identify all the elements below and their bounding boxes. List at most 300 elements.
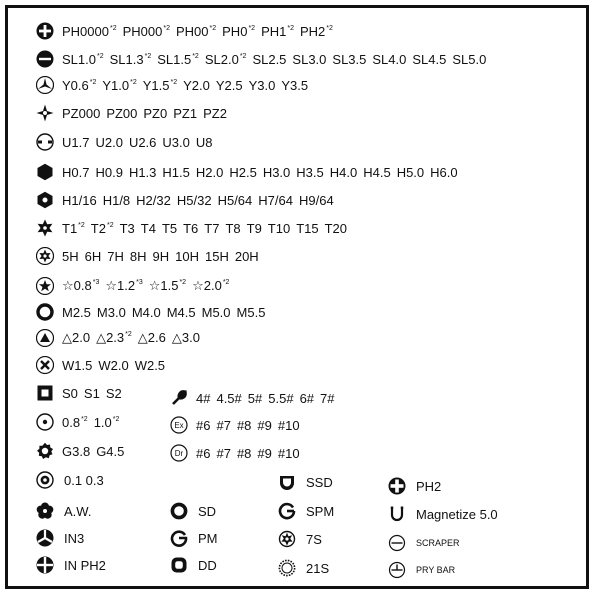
bit-size-label [263,165,290,180]
svg-text:Dr: Dr [174,449,184,458]
bit-size-text: U2.0 [95,134,123,150]
bit-size-text: M2.5 [62,304,91,320]
bit-cell [278,527,322,551]
bit-row [62,47,492,71]
bit-size-text: S0 [62,385,78,401]
bit-size-label [225,221,240,236]
bit-size-text: W2.5 [134,357,166,373]
bit-size-label [196,135,213,150]
cross-circle-icon [36,356,54,374]
bit-size-text: H1.5 [162,164,190,180]
bit-size-text: ☆2.0 [192,278,222,293]
bit-size-label [183,78,210,93]
bit-size-label [62,193,97,208]
bit-size-text: H4.5 [363,164,391,180]
g-arrow-icon [170,529,188,547]
pentalobe-icon [36,277,54,295]
bit-size-text: T6 [183,220,199,236]
bit-size-label [235,249,259,264]
bit-size-label [205,52,247,67]
bit-size-label [62,249,79,264]
bit-size-label [94,415,120,430]
bit-size-text: H1/16 [62,192,97,208]
pozidriv-icon [36,104,54,122]
quantity-note: *2 [163,24,170,32]
bit-size-label [300,391,314,406]
bit-cell-label: 21S [306,560,330,576]
hex-icon [36,163,54,181]
bit-size-text: #10 [277,445,300,461]
bit-size-label [196,165,223,180]
bit-cell-label: SCRAPER [416,538,460,548]
bit-size-label [205,249,229,264]
bit-size-label [268,221,290,236]
bit-size-text: #6 [196,445,211,461]
bit-size-text: SL2.5 [252,51,287,67]
bit-size-label [62,221,85,236]
bit-size-label [62,165,89,180]
quantity-note: *2 [287,24,294,32]
bit-size-text: H4.0 [329,164,358,180]
bit-row [62,188,340,212]
bit-size-label [202,305,231,320]
bit-size-text: Y3.5 [281,77,309,93]
bit-cell-label: SPM [306,503,335,519]
bit-size-text: 8H [129,248,147,264]
bit-size-label [261,24,294,39]
quantity-note: *2 [192,52,199,60]
bit-size-label [229,165,256,180]
bit-size-text: H7/64 [258,192,293,208]
bit-size-label [129,135,156,150]
bit-size-label [130,249,147,264]
bit-size-label [167,305,196,320]
bit-size-label [177,193,212,208]
flower-icon [36,502,54,520]
bit-size-text: T7 [204,220,220,236]
bit-size-text: △2.0 [62,330,91,345]
bit-cell [388,558,455,582]
bit-size-label [216,418,230,433]
bit-size-label [143,106,167,121]
bit-size-label [162,165,189,180]
bit-cell [388,474,441,498]
bit-cell-label: Magnetize 5.0 [416,506,498,522]
bit-size-text: PZ000 [62,105,101,121]
bit-size-label [172,330,200,346]
bit-size-text: T3 [119,220,135,236]
three-blade-icon [36,529,54,547]
bit-size-text: U1.7 [62,134,90,150]
slotted-icon [36,50,54,68]
bit-size-label [278,418,300,433]
bit-row [62,274,235,298]
bit-size-text: H0.9 [95,164,123,180]
bit-size-label [258,193,293,208]
bit-size-label [320,391,334,406]
bit-cell-label: 0.1 0.3 [64,472,104,488]
quantity-note: *2 [89,78,97,86]
bit-size-label [252,52,286,67]
quantity-note: *2 [112,415,120,423]
bit-size-text: H3.0 [262,164,291,180]
bit-size-label [62,78,96,93]
bit-cell [278,556,329,580]
bit-size-label [95,135,122,150]
bit-size-text: #8 [236,445,252,461]
bit-size-text: Y2.5 [215,77,243,93]
bit-size-label [216,78,243,93]
bit-size-label [153,249,170,264]
bit-size-label [62,135,89,150]
bit-size-text: #9 [257,445,272,461]
bit-row [174,441,306,465]
bit-cell [36,526,84,550]
quantity-note: *2 [179,279,187,286]
bit-cell-label: 7S [306,531,322,547]
bit-row [174,413,306,437]
torx-icon [36,219,54,237]
bit-size-label [175,249,199,264]
bit-row [62,19,339,43]
bit-size-text: M4.0 [131,304,161,320]
bit-size-label [203,106,227,121]
bit-size-label [96,330,132,346]
bit-size-text: U2.6 [128,134,157,150]
bit-size-text: H2/32 [136,192,171,208]
bit-cell-label: A.W. [64,503,92,519]
bit-size-label [296,221,318,236]
bit-row [62,73,314,97]
bit-size-text: U8 [195,134,213,150]
bit-size-text: W1.5 [62,357,93,373]
bit-size-label [141,221,156,236]
bit-size-text: T5 [161,220,178,236]
bit-size-label [102,78,136,93]
quantity-note: *2 [170,78,178,86]
bit-size-text: Y1.5 [142,77,170,93]
quantity-note: *2 [209,24,217,32]
bit-size-text: 5# [247,390,263,406]
bit-cell [36,553,106,577]
bit-size-text: H2.0 [195,164,224,180]
bit-size-label [257,418,271,433]
bit-size-text: △2.6 [137,330,166,345]
bit-size-text: 7# [320,390,335,406]
quantity-note: *2 [125,331,132,338]
bit-size-text: H3.5 [296,164,324,180]
pry-bar-icon [388,561,406,579]
hex-star-icon [36,247,54,265]
bit-cell-label: SD [198,503,217,519]
bit-row [62,410,125,434]
bit-size-text: T9 [246,220,262,236]
bit-size-text: PH0000 [62,23,109,39]
bit-size-label [62,358,92,373]
bit-size-text: 5.5# [268,390,294,406]
bit-size-text: ☆1.2 [105,278,136,293]
bit-row [62,326,206,350]
bit-size-text: H9/64 [298,192,334,208]
bit-size-label [237,418,251,433]
bit-size-label [123,24,170,39]
rounded-square-icon [170,556,188,574]
bit-size-label [325,221,347,236]
bit-size-text: SL2.0 [204,51,239,67]
bit-size-label [96,444,124,459]
bit-size-label [248,391,262,406]
bit-cell [388,531,460,555]
bit-size-text: G4.5 [96,443,125,459]
bit-size-text: SL3.5 [332,51,367,67]
bit-size-text: SL4.5 [412,51,447,67]
quantity-note: *3 [136,279,143,286]
bit-size-text: #7 [216,445,231,461]
bit-size-label [332,52,366,67]
bit-size-label [62,24,117,39]
spline-icon [278,559,296,577]
bit-size-label [204,221,219,236]
quantity-note: *2 [109,24,117,32]
hex-inch-icon [36,191,54,209]
gear-icon [36,442,54,460]
bit-size-text: H6.0 [430,164,458,180]
bit-size-text: W2.0 [98,357,129,373]
bit-size-text: M5.0 [201,304,231,320]
bit-size-text: H5/64 [217,192,253,208]
bit-size-text: 10H [175,248,199,264]
square-icon [36,384,54,402]
target-icon [36,471,54,489]
bit-size-label [138,330,166,346]
bit-size-text: ☆1.5 [148,278,179,293]
bit-size-text: 5H [62,248,79,264]
bit-size-text: 0.8 [62,414,81,430]
bit-size-label [105,278,142,294]
bit-size-label [412,52,446,67]
bit-cell-label: IN3 [64,530,85,546]
dr-badge-icon [170,444,188,462]
bit-size-label [110,52,152,67]
bit-size-text: H0.7 [62,164,90,180]
bit-row [62,160,464,184]
bit-size-text: 7H [107,248,124,264]
bit-size-label [95,165,122,180]
bit-size-text: ☆0.8 [62,278,92,293]
bit-size-text: PH2 [299,23,326,39]
bit-size-label [106,386,122,401]
bit-size-text: H1/8 [102,192,131,208]
bit-size-label [129,165,156,180]
quantity-note: *2 [106,221,114,229]
magnet-icon [388,505,406,523]
bit-size-label [62,415,88,430]
bit-size-label [135,358,165,373]
bit-size-label [196,418,210,433]
bit-cell-label: SSD [306,474,333,490]
bit-size-text: Y2.0 [183,77,210,93]
bit-size-label [85,249,102,264]
bit-size-label [222,24,255,39]
quantity-note: *2 [144,52,152,60]
bit-size-text: #10 [277,417,300,433]
quantity-note: *2 [78,221,85,229]
bit-size-text: U3.0 [162,134,190,150]
bit-size-text: M3.0 [96,304,126,320]
bit-size-text: T20 [324,220,348,236]
bit-size-text: T1 [62,220,78,236]
bit-size-label [299,193,334,208]
bit-size-label [249,78,276,93]
shield-ring-icon [278,473,296,491]
bit-cell [170,553,217,577]
bit-size-label [176,24,216,39]
bit-cell [388,502,498,526]
bit-size-label [173,106,197,121]
bit-size-label [120,221,135,236]
bit-size-text: S1 [83,385,100,401]
spm-icon [278,502,296,520]
bit-row [62,101,233,125]
bit-size-label [149,278,186,294]
bit-size-text: 4# [196,390,211,406]
bit-size-label [62,278,99,294]
bit-size-text: T15 [296,220,319,236]
bit-size-label [132,305,161,320]
bit-size-label [296,165,323,180]
bit-size-text: 4.5# [216,390,242,406]
bit-size-label [106,106,137,121]
bit-size-label [268,391,293,406]
bit-size-text: Y0.6 [62,77,89,93]
bit-size-text: SL1.0 [62,51,96,67]
bit-cell-label: PRY BAR [416,565,456,575]
bit-size-label [218,193,253,208]
bit-size-text: #6 [196,417,211,433]
bit-size-label [237,446,251,461]
bit-cell [278,499,334,523]
bit-size-text: 9H [152,248,170,264]
bit-size-label [292,52,326,67]
bit-size-text: PZ0 [143,105,168,121]
seven-star-icon [278,530,296,548]
bit-size-text: PH000 [122,23,163,39]
quantity-note: *2 [81,415,88,423]
bit-size-text: PZ2 [203,105,227,121]
bit-cell [36,499,91,523]
bit-row [196,386,341,410]
bit-size-text: SL1.5 [157,51,192,67]
bit-size-text: #7 [216,417,231,433]
bit-cell [170,526,218,550]
bit-size-text: T4 [140,220,156,236]
bit-cell-label: DD [198,557,217,573]
bit-size-label [452,52,486,67]
bit-size-label [62,305,91,320]
bit-size-label [62,386,78,401]
bit-cell-label: PH2 [416,478,442,494]
cross-disc-icon [36,556,54,574]
bit-row [62,381,128,405]
bit-row [62,300,271,324]
bit-size-text: H5/32 [176,192,212,208]
bit-size-label [237,305,266,320]
bit-size-text: H1.3 [128,164,157,180]
bit-size-label [62,444,90,459]
bit-size-label [97,305,126,320]
bit-size-text: 1.0 [93,414,112,430]
bit-size-text: 6H [84,248,102,264]
bit-size-text: Y1.0 [102,77,130,93]
bit-cell [170,499,216,523]
bit-size-label [216,446,230,461]
bit-size-label [281,78,308,93]
bit-size-text: T2 [90,220,106,236]
bit-size-text: SL3.0 [292,51,327,67]
bit-size-label [84,386,100,401]
bit-size-text: SL1.3 [109,51,144,67]
bit-cell-label: IN PH2 [64,557,106,573]
bit-size-label [192,278,229,294]
bit-size-text: SL5.0 [452,51,487,67]
bit-size-text: T10 [267,220,291,236]
bit-size-label [107,249,124,264]
quantity-note: *2 [222,279,230,286]
bit-size-text: PH0 [222,23,248,39]
tri-wing-icon [36,76,54,94]
svg-text:Ex: Ex [174,421,184,430]
bit-size-text: PZ00 [106,105,138,121]
quantity-note: *2 [248,24,256,32]
bit-size-label [91,221,114,236]
bit-size-text: △2.3 [96,330,125,345]
bit-size-text: 6# [299,390,315,406]
bit-size-text: H5.0 [396,164,425,180]
bit-size-text: 15H [204,248,229,264]
bit-size-label [397,165,424,180]
bit-size-text: #8 [236,417,252,433]
bit-size-label [278,446,300,461]
bit-size-label [157,52,199,67]
quantity-note: *2 [239,52,247,60]
bit-size-text: PH1 [261,23,287,39]
bit-size-text: #9 [257,417,272,433]
bit-size-text: PH00 [175,23,209,39]
bit-size-label [62,330,90,346]
bit-cell [36,468,104,492]
quantity-note: *2 [96,52,104,60]
bit-size-text: M4.5 [166,304,196,320]
bit-size-label [330,165,357,180]
bit-size-text: 20H [234,248,259,264]
quantity-note: *2 [326,24,333,32]
bit-row [62,439,130,463]
bit-size-text: S2 [105,385,122,401]
ex-badge-icon [170,416,188,434]
bit-size-label [257,446,271,461]
bit-size-text: T8 [225,220,241,236]
ph2-disc-icon [388,477,406,495]
bit-size-label [162,221,177,236]
u-type-icon [36,133,54,151]
bit-cell-label: PM [198,530,218,546]
thick-ring-icon [170,502,188,520]
bit-size-label [196,446,210,461]
bit-row [62,130,219,154]
bit-size-label [216,391,241,406]
quantity-note: *2 [130,78,137,86]
quantity-note: *3 [92,279,100,286]
